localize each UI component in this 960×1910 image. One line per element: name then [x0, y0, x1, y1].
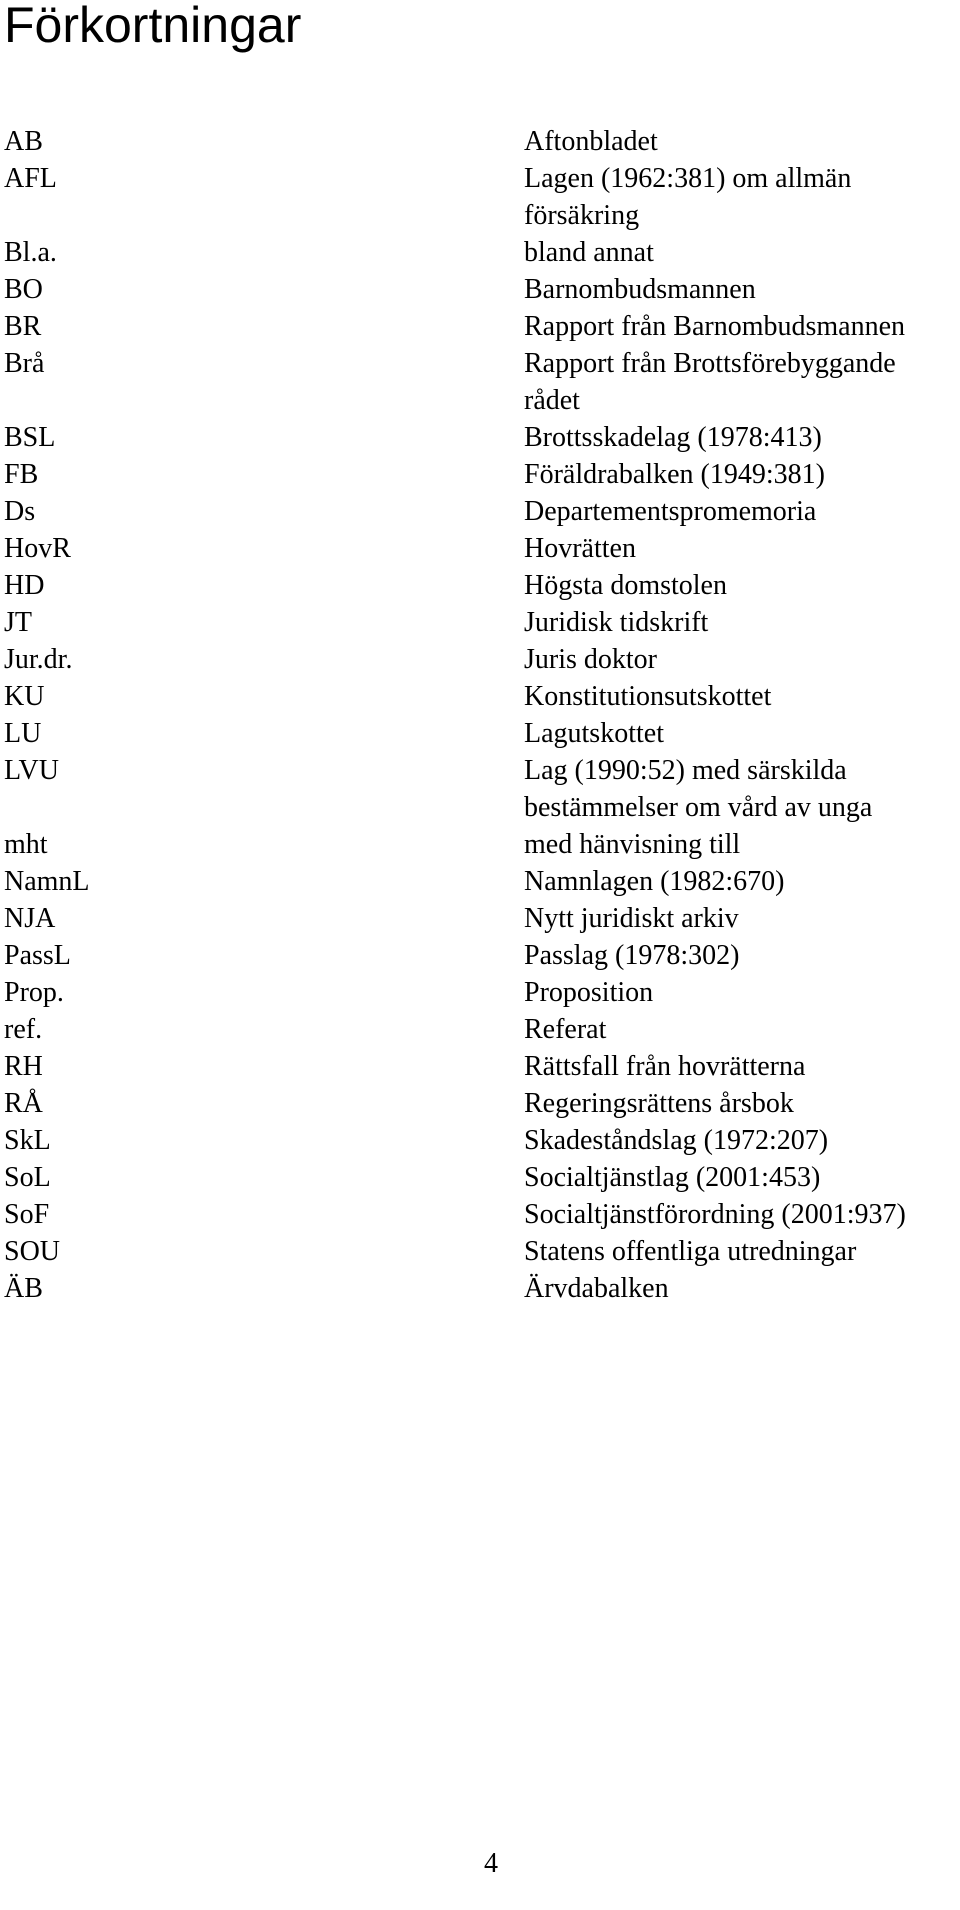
abbreviation-row: [4, 271, 954, 308]
abbreviation-row: [4, 715, 954, 752]
abbreviation-definition: [524, 456, 954, 493]
definition-line: Nytt juridiskt arkiv: [524, 903, 739, 934]
abbreviation-definition: [524, 1233, 954, 1270]
abbreviation-definition: [524, 678, 954, 715]
abbreviation-definition: [524, 1011, 954, 1048]
definition-line: Proposition: [524, 977, 654, 1008]
abbreviation-definition: [524, 974, 954, 1011]
definition-line: med hänvisning till: [524, 829, 741, 860]
definition-line: Juridisk tidskrift: [524, 607, 709, 638]
abbreviation-row: [4, 974, 954, 1011]
abbreviation-row: [4, 1233, 954, 1270]
abbreviation-term: Prop.: [4, 977, 64, 1008]
abbreviation-term: LVU: [4, 755, 59, 786]
abbreviation-term: JT: [4, 607, 32, 638]
abbreviation-term: SoL: [4, 1162, 51, 1193]
definition-line: Lagen (1962:381) om allmän: [524, 163, 852, 194]
abbreviation-term: SoF: [4, 1199, 50, 1230]
abbreviation-definition: [524, 826, 954, 863]
abbreviation-term: NamnL: [4, 866, 90, 897]
abbreviation-row: [4, 234, 954, 271]
abbreviation-term: SkL: [4, 1125, 51, 1156]
abbreviation-row: [4, 826, 954, 863]
abbreviation-row: [4, 1085, 954, 1122]
abbreviation-term: SOU: [4, 1236, 61, 1267]
abbreviation-row: [4, 456, 954, 493]
abbreviation-row: [4, 567, 954, 604]
abbreviation-row: [4, 1122, 954, 1159]
abbreviation-term: HD: [4, 570, 45, 601]
definition-line: bland annat: [524, 237, 654, 268]
abbreviation-definition: [524, 604, 954, 641]
abbreviation-term: PassL: [4, 940, 71, 971]
abbreviation-term: ref.: [4, 1014, 43, 1045]
definition-line: Lagutskottet: [524, 718, 664, 749]
abbreviation-row: [4, 419, 954, 456]
definition-line: Ärvdabalken: [524, 1273, 669, 1304]
abbreviation-definition: [524, 1085, 954, 1122]
abbreviation-definition: [524, 419, 954, 456]
abbreviation-definition: [524, 160, 954, 234]
abbreviation-definition: [524, 345, 954, 419]
abbreviation-definition: [524, 641, 954, 678]
abbreviation-row: [4, 863, 954, 900]
definition-line: Lag (1990:52) med särskilda: [524, 755, 847, 786]
definition-line: försäkring: [524, 200, 640, 231]
definition-line: Brottsskadelag (1978:413): [524, 422, 822, 453]
abbreviation-definition: [524, 1196, 954, 1233]
definition-line: Skadeståndslag (1972:207): [524, 1125, 829, 1156]
abbreviation-term: AB: [4, 126, 43, 157]
definition-line: Hovrätten: [524, 533, 636, 564]
abbreviation-term: BO: [4, 274, 43, 305]
abbreviation-definition: [524, 567, 954, 604]
abbreviation-list: [4, 123, 954, 1307]
abbreviation-definition: [524, 1159, 954, 1196]
abbreviation-definition: [524, 937, 954, 974]
abbreviation-term: Jur.dr.: [4, 644, 73, 675]
abbreviation-definition: [524, 271, 954, 308]
definition-line: Statens offentliga utredningar: [524, 1236, 857, 1267]
definition-line: Rättsfall från hovrätterna: [524, 1051, 806, 1082]
abbreviation-definition: [524, 308, 954, 345]
abbreviation-definition: [524, 123, 954, 160]
definition-line: Högsta domstolen: [524, 570, 727, 601]
definition-line: Regeringsrättens årsbok: [524, 1088, 794, 1119]
abbreviation-definition: [524, 234, 954, 271]
abbreviation-row: [4, 1159, 954, 1196]
definition-line: bestämmelser om vård av unga: [524, 792, 873, 823]
abbreviation-term: HovR: [4, 533, 71, 564]
abbreviation-definition: [524, 493, 954, 530]
abbreviation-definition: [524, 1122, 954, 1159]
abbreviation-definition: [524, 715, 954, 752]
definition-line: Namnlagen (1982:670): [524, 866, 785, 897]
abbreviation-term: mht: [4, 829, 48, 860]
abbreviation-row: [4, 1011, 954, 1048]
abbreviation-row: [4, 160, 954, 234]
abbreviation-term: FB: [4, 459, 39, 490]
abbreviation-term: Ds: [4, 496, 36, 527]
definition-line: rådet: [524, 385, 580, 416]
abbreviation-row: [4, 1196, 954, 1233]
abbreviation-definition: [524, 900, 954, 937]
definition-line: Socialtjänstförordning (2001:937): [524, 1199, 906, 1230]
abbreviation-row: [4, 1048, 954, 1085]
abbreviation-term: RÅ: [4, 1088, 43, 1119]
abbreviation-term: AFL: [4, 163, 57, 194]
definition-line: Passlag (1978:302): [524, 940, 740, 971]
page-number: 4: [484, 1848, 498, 1879]
definition-line: Rapport från Barnombudsmannen: [524, 311, 906, 342]
definition-line: Aftonbladet: [524, 126, 658, 157]
abbreviation-row: [4, 123, 954, 160]
definition-line: Föräldrabalken (1949:381): [524, 459, 825, 490]
abbreviation-row: [4, 604, 954, 641]
abbreviation-term: BR: [4, 311, 42, 342]
definition-line: Rapport från Brottsförebyggande: [524, 348, 896, 379]
page-title: Förkortningar: [4, 0, 302, 53]
definition-line: Barnombudsmannen: [524, 274, 756, 305]
abbreviation-term: ÄB: [4, 1273, 43, 1304]
abbreviation-row: [4, 1270, 954, 1307]
abbreviation-definition: [524, 1270, 954, 1307]
abbreviation-term: NJA: [4, 903, 56, 934]
abbreviation-definition: [524, 863, 954, 900]
abbreviation-term: RH: [4, 1051, 43, 1082]
abbreviation-definition: [524, 752, 954, 826]
abbreviation-term: LU: [4, 718, 42, 749]
abbreviation-term: Bl.a.: [4, 237, 57, 268]
abbreviation-row: [4, 345, 954, 419]
abbreviation-row: [4, 937, 954, 974]
abbreviation-row: [4, 641, 954, 678]
abbreviation-term: BSL: [4, 422, 56, 453]
abbreviation-row: [4, 900, 954, 937]
abbreviation-row: [4, 752, 954, 826]
abbreviation-definition: [524, 530, 954, 567]
definition-line: Referat: [524, 1014, 607, 1045]
definition-line: Departementspromemoria: [524, 496, 817, 527]
abbreviation-row: [4, 678, 954, 715]
abbreviation-definition: [524, 1048, 954, 1085]
abbreviation-row: [4, 530, 954, 567]
definition-line: Socialtjänstlag (2001:453): [524, 1162, 821, 1193]
definition-line: Juris doktor: [524, 644, 657, 675]
abbreviation-row: [4, 308, 954, 345]
abbreviation-term: KU: [4, 681, 45, 712]
abbreviation-row: [4, 493, 954, 530]
abbreviation-term: Brå: [4, 348, 45, 379]
definition-line: Konstitutionsutskottet: [524, 681, 772, 712]
